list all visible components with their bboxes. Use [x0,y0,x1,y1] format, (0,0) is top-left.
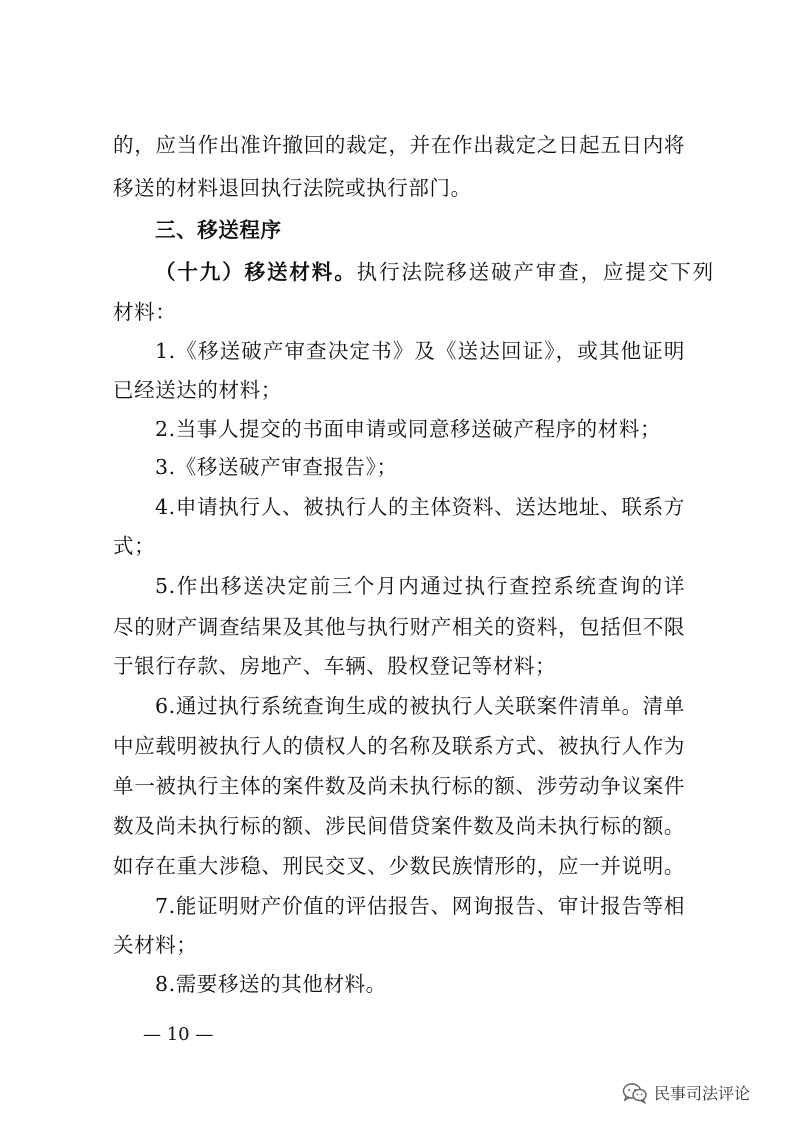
text-line: 的，应当作出准许撤回的裁定，并在作出裁定之日起五日内将 [113,133,685,157]
text-line: 已经送达的材料； [113,378,282,402]
text-line: 于银行存款、房地产、车辆、股权登记等材料； [113,654,557,678]
section-heading: 三、移送程序 [155,218,282,242]
list-item: 7.能证明财产价值的评估报告、网询报告、审计报告等相 [155,894,685,918]
text-line: 式； [113,534,156,558]
list-item: 8.需要移送的其他材料。 [155,972,387,996]
paragraph-19-line [155,260,716,284]
wechat-icon [622,1082,648,1104]
text-line: 单一被执行主体的案件数及尚未执行标的额、涉劳动争议案件 [113,774,685,798]
watermark-text: 民事司法评论 [654,1084,751,1103]
list-item: 3.《移送破产审查报告》； [155,455,398,479]
text-line: 中应载明被执行人的债权人的名称及联系方式、被执行人作为 [113,734,685,758]
list-item: 4.申请执行人、被执行人的主体资料、送达地址、联系方 [155,495,685,519]
text-line: 尽的财产调查结果及其他与执行财产相关的资料，包括但不限 [113,615,685,639]
list-item: 2.当事人提交的书面申请或同意移送破产程序的材料； [155,417,662,441]
page-number: — 10 — [143,1024,214,1045]
list-item: 1.《移送破产审查决定书》及《送达回证》，或其他证明 [155,339,685,363]
watermark [622,1081,750,1104]
text-line: 材料： [113,300,177,324]
text-line: 如存在重大涉稳、刑民交叉、少数民族情形的，应一并说明。 [113,854,685,878]
text-line: 关材料； [113,933,198,957]
text-line: 移送的材料退回执行法院或执行部门。 [113,176,472,200]
paragraph-19-text: 执行法院移送破产审查，应提交下列 [356,260,716,284]
paragraph-19-label: （十九）移送材料。 [155,260,357,284]
list-item: 6.通过执行系统查询生成的被执行人关联案件清单。清单 [155,694,685,718]
list-item: 5.作出移送决定前三个月内通过执行查控系统查询的详 [155,574,685,598]
text-line: 数及尚未执行标的额、涉民间借贷案件数及尚未执行标的额。 [113,814,685,838]
